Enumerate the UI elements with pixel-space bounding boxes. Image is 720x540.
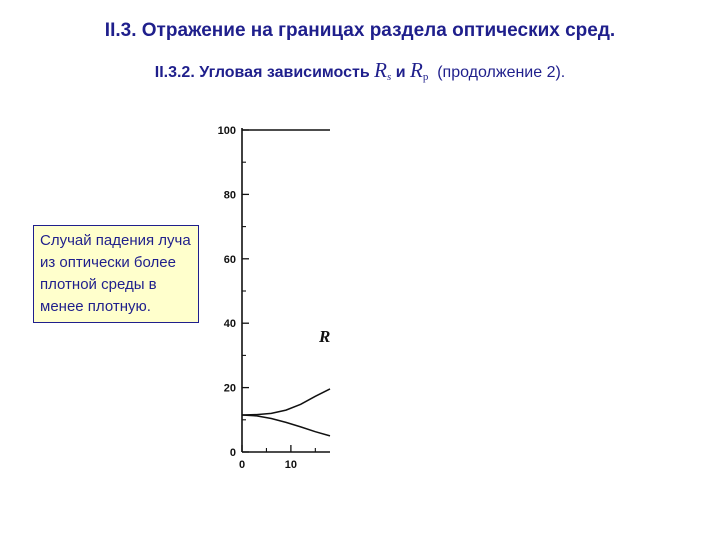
subtitle-suffix: (продолжение 2). <box>437 64 566 81</box>
x-tick-label: 10 <box>284 459 298 471</box>
chart-labels <box>318 327 330 346</box>
series-line-2 <box>242 389 330 415</box>
reflectance-chart <box>200 112 340 482</box>
chart-lines <box>242 130 330 436</box>
chart-axes <box>242 128 330 452</box>
symbol-rs: $R_s$ <box>374 58 392 83</box>
y-tick-label: 60 <box>223 253 236 266</box>
slide-subtitle <box>0 58 720 83</box>
subtitle-prefix: II.3.2. Угловая зависимость <box>154 64 370 81</box>
symbol-rp: $R_p$ <box>409 58 429 83</box>
y-tick-label: 80 <box>223 189 236 202</box>
x-tick-label: 0 <box>238 459 246 471</box>
y-tick-label: 0 <box>229 447 236 459</box>
series-line-3 <box>242 415 330 436</box>
subtitle-conjunction: и <box>395 64 406 81</box>
y-tick-label: 20 <box>223 382 236 395</box>
subscript-p: p <box>422 71 429 83</box>
y-tick-label: 100 <box>217 125 236 137</box>
subscript-s: s <box>386 71 392 83</box>
chart-ticks <box>218 125 316 471</box>
curve-annotation: R <box>319 327 331 347</box>
slide-title: II.3. Отражение на границах раздела оптических сред. <box>104 20 616 41</box>
note-box: Случай падения луча из оптически более плотной среды в менее плотную. <box>33 225 199 323</box>
y-tick-label: 40 <box>223 318 236 331</box>
